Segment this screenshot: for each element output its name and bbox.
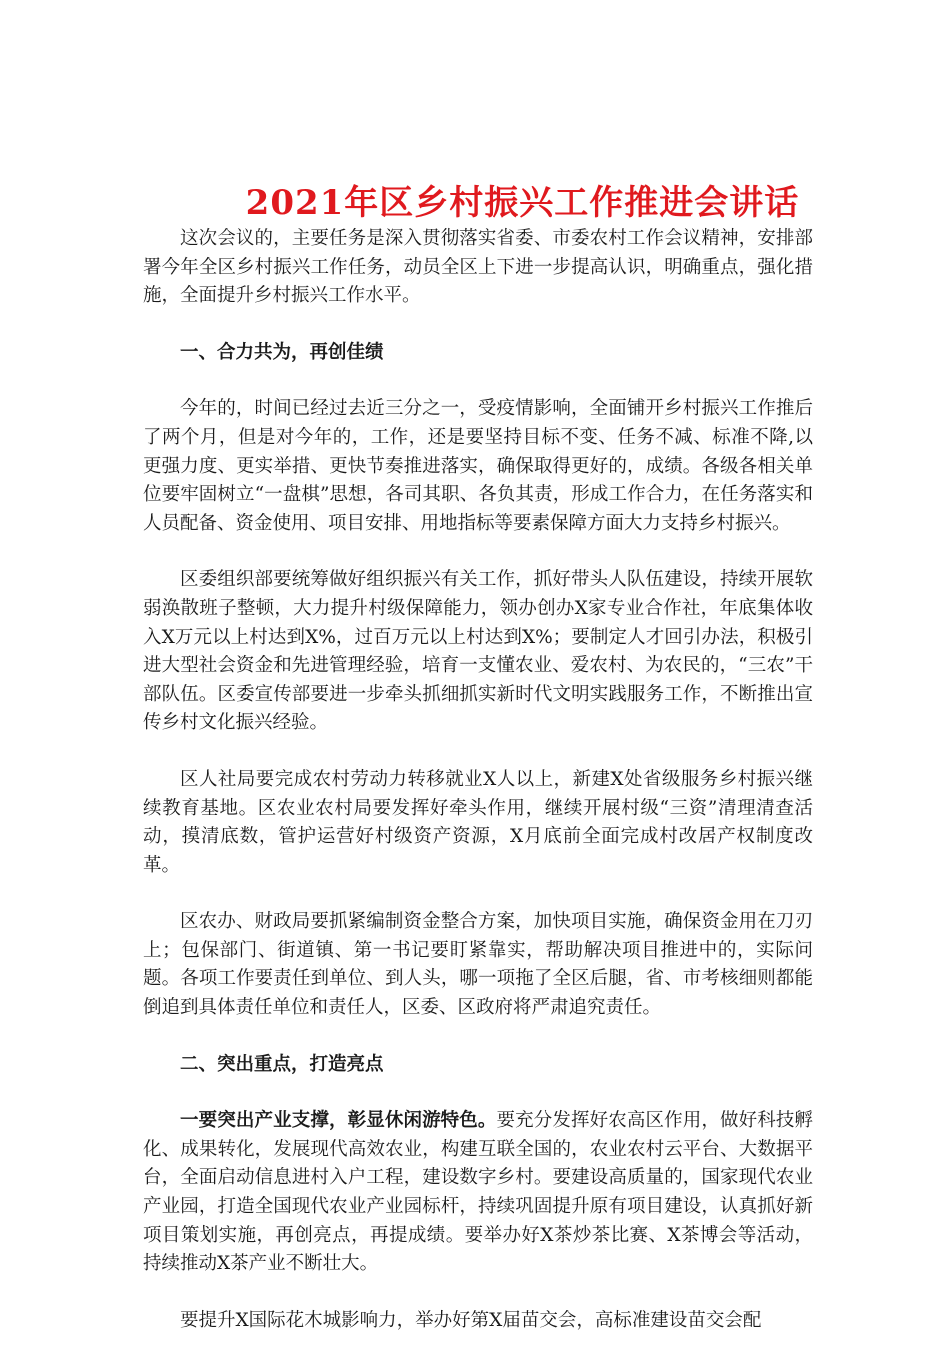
section-1-heading: 一、合力共为，再创佳绩 xyxy=(180,341,384,363)
document-body xyxy=(143,225,813,1363)
section-2-lead-sentence: 一要突出产业支撑，彰显休闲游特色。 xyxy=(180,1110,497,1132)
intro-paragraph: 这次会议的，主要任务是深入贯彻落实省委、市委农村工作会议精神，安排部署今年全区乡村振兴工作任务，动员全区上下进一步提高认识，明确重点，强化措施，全面提升乡村振兴工作水平。 xyxy=(143,228,813,307)
section-2-heading: 二、突出重点，打造亮点 xyxy=(180,1053,384,1075)
section-1-paragraph-3: 区人社局要完成农村劳动力转移就业X人以上，新建X处省级服务乡村振兴继续教育基地。区农业农村局要发挥好牵头作用，继续开展村级“三资”清理清查活动，摸清底数，管护运营好村级资产资源，X月底前全面完成村改居产权制度改革。 xyxy=(143,768,813,876)
section-1-paragraph-2: 区委组织部要统筹做好组织振兴有关工作，抓好带头人队伍建设，持续开展软弱涣散班子整顿，大力提升村级保障能力，领办创办X家专业合作社，年底集体收入X万元以上村达到X%，过百万元以上村达到X%；要制定人才回引办法，积极引进大型社会资金和先进管理经验，培育一支懂农业、爱农村、为农民的，“三农”干部队伍。区委宣传部要进一步牵头抓细抓实新时代文明实践服务工作，不断推出宣传乡村文化振兴经验。 xyxy=(143,569,813,734)
section-2-paragraph-1 xyxy=(143,1107,813,1279)
section-1-paragraph-1: 今年的，时间已经过去近三分之一，受疫情影响，全面铺开乡村振兴工作推后了两个月，但是对今年的，工作，还是要坚持目标不变、任务不减、标准不降,以更强力度、更实举措、更快节奏推进落实，确保取得更好的，成绩。各级各相关单位要牢固树立“一盘棋”思想，各司其职、各负其责，形成工作合力，在任务落实和人员配备、资金使用、项目安排、用地指标等要素保障方面大力支持乡村振兴。 xyxy=(143,398,813,534)
section-2-paragraph-1-text: 要充分发挥好农高区作用，做好科技孵化、成果转化，发展现代高效农业，构建互联全国的，农业农村云平台、大数据平台，全面启动信息进村入户工程，建设数字乡村。要建设高质量的，国家现代农业产业园，打造全国现代农业产业园标杆，持续巩固提升原有项目建设，认真抓好新项目策划实施，再创亮点，再提成绩。要举办好X茶炒茶比赛、X茶博会等活动，持续推动X茶产业不断壮大。 xyxy=(143,1110,813,1275)
document-title: 2021年区乡村振兴工作推进会讲话 xyxy=(245,182,800,223)
section-2-paragraph-2: 要提升X国际花木城影响力，举办好第X届苗交会，高标准建设苗交会配 xyxy=(180,1309,762,1331)
section-1-paragraph-4: 区农办、财政局要抓紧编制资金整合方案，加快项目实施，确保资金用在刀刃上；包保部门、街道镇、第一书记要盯紧靠实，帮助解决项目推进中的，实际问题。各项工作要责任到单位、到人头，哪一项拖了全区后腿，省、市考核细则都能倒追到具体责任单位和责任人，区委、区政府将严肃追究责任。 xyxy=(143,911,813,1019)
